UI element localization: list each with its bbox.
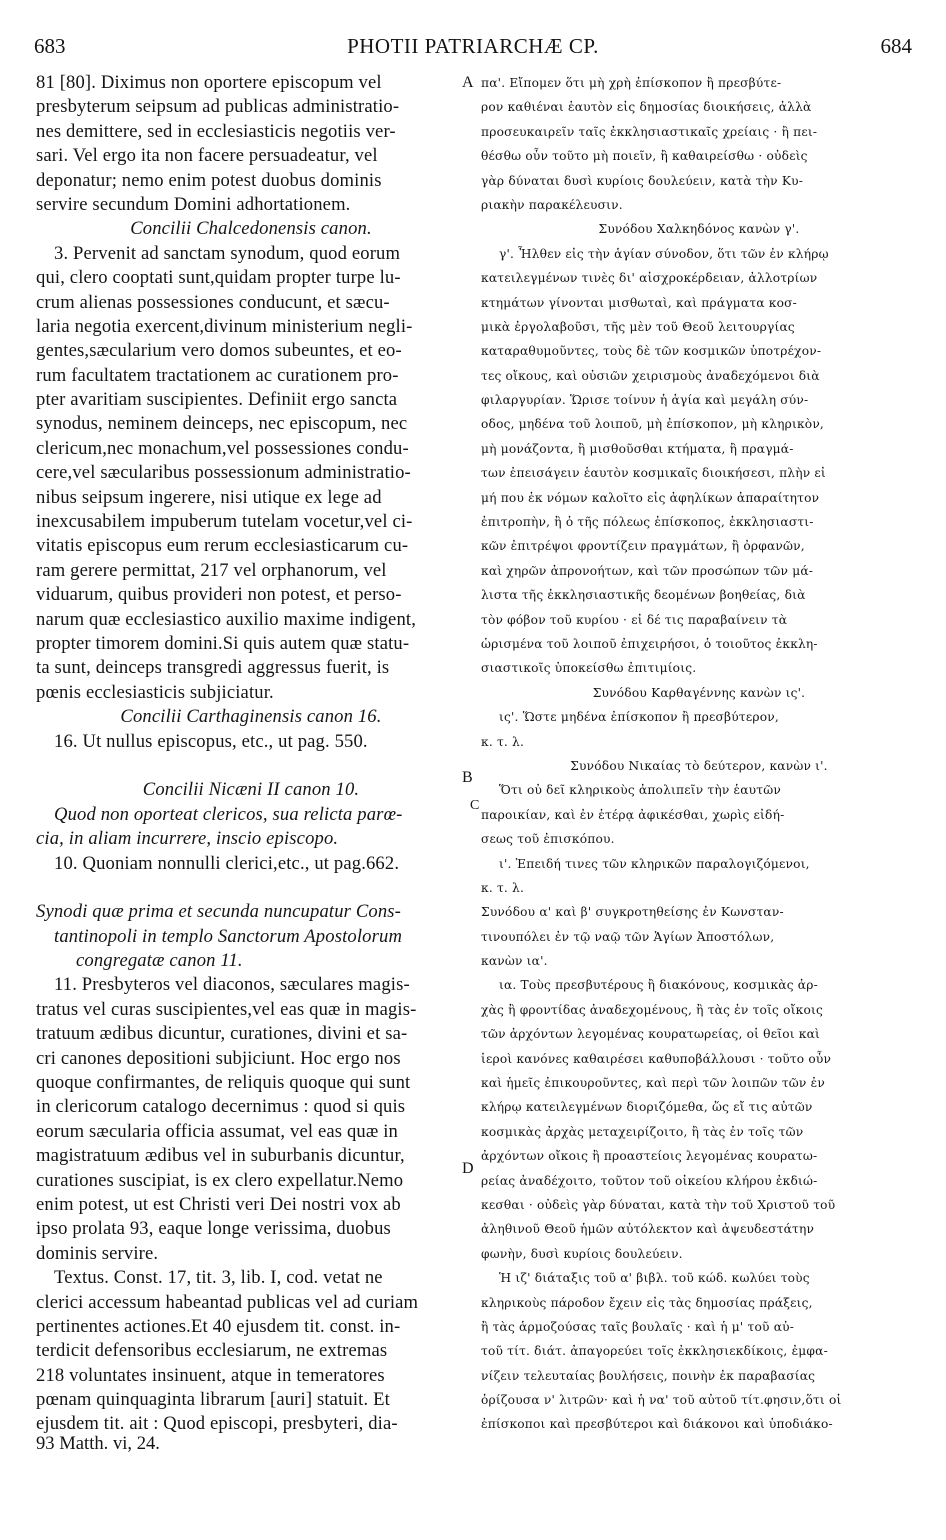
latin-line: Textus. Const. 17, tit. 3, lib. I, cod. vetat ne xyxy=(54,1267,383,1289)
greek-line: τινουπόλει ἐν τῷ ναῷ τῶν Ἁγίων Ἀποστόλων, xyxy=(481,929,775,944)
greek-line: καταραθυμοῦντες, τοὺς δὲ τῶν κοσμικῶν ὑποτρέχον- xyxy=(481,344,822,359)
greek-line: ἀληθινοῦ Θεοῦ ἡμῶν αὐτόλεκτον καὶ ἀψευδεστάτην xyxy=(481,1222,815,1237)
greek-line: οδος, μηδένα τοῦ λοιποῦ, μὴ ἐπίσκοπον, μὴ κληρικὸν, xyxy=(481,417,825,432)
latin-line: ejusdem tit. ait : Quod episcopi, presbyteri, dia- xyxy=(36,1413,398,1435)
latin-line: Concilii Nicæni II canon 10. xyxy=(142,779,360,801)
greek-line: ἐπίσκοποι καὶ πρεσβύτεροι καὶ διάκονοι καὶ ὑποδιάκο- xyxy=(481,1417,833,1432)
latin-line: deponatur; nemo enim potest duobus dominis xyxy=(36,169,382,191)
latin-line: pœnis ecclesiasticis subjiciatur. xyxy=(36,681,274,703)
greek-line: λιστα τῆς ἐκκλησιαστικῆς δεομένων βοηθείας, διὰ xyxy=(481,588,806,603)
latin-line: cia, in aliam incurrere, inscio episcopo. xyxy=(36,828,339,850)
greek-line: ρον καθιέναι ἑαυτὸν εἰς δημοσίας διοικήσεις, ἀλλὰ xyxy=(481,100,812,115)
greek-line: κεσθαι · οὐδεὶς γὰρ δύναται, κατὰ τὴν τοῦ Χριστοῦ τοῦ xyxy=(481,1197,836,1212)
greek-line: ρείας ἀναδέχοιτο, τοῦτον τοῦ οἰκείου κλήρου ἐκδιώ- xyxy=(481,1173,818,1188)
greek-line: καὶ χηρῶν ἀπρονοήτων, καὶ τῶν προσώπων τῶν μά- xyxy=(481,563,814,578)
latin-line: 11. Presbyteros vel diaconos, sæculares magis- xyxy=(54,974,410,996)
greek-line: παροικίαν, καὶ ἐν ἑτέρᾳ ἀφικέσθαι, χωρὶς εἰδή- xyxy=(481,807,785,822)
latin-line: curationes suscipiat, is ex clero expellatur.Nemo xyxy=(36,1169,404,1191)
greek-line: σιαστικοῖς ὑποκείσθω ἐπιτιμίοις. xyxy=(481,661,697,676)
latin-line: nes demittere, sed in ecclesiasticis negotiis ver- xyxy=(36,120,396,142)
greek-line: Συνόδου Καρθαγέννης κανὼν ις'. xyxy=(592,685,806,700)
greek-line: κοσμικὰς ἀρχὰς μεταχειρίζοιτο, ἢ τὰς ἐν τοῖς τῶν xyxy=(481,1124,804,1139)
running-head: PHOTII PATRIARCHÆ CP. xyxy=(347,34,599,58)
latin-line: tratus vel curas suscipientes,vel eas quæ in magis- xyxy=(36,998,417,1020)
latin-line: 218 voluntates insinuent, atque in temeratores xyxy=(36,1364,385,1386)
margin-letter-c: C xyxy=(470,798,480,813)
greek-line: Συνόδου Νικαίας τὸ δεύτερον, κανὼν ι'. xyxy=(570,758,828,773)
greek-line: τοῦ τίτ. διάτ. ἀπαγορεύει τοῖς ἐκκλησιεκδίκοις, ἐμφα- xyxy=(481,1344,828,1359)
latin-line: 16. Ut nullus episcopus, etc., ut pag. 550. xyxy=(54,730,368,752)
greek-line: ι'. Ἐπειδή τινες τῶν κληρικῶν παραλογιζόμενοι, xyxy=(499,856,810,871)
page-number-right: 684 xyxy=(880,34,912,58)
greek-line: νίζειν τελευταίας βουλήσεις, ποινὴν ἐκ παραβασίας xyxy=(481,1368,816,1383)
latin-line xyxy=(36,754,466,778)
latin-line: Quod non oporteat clericos, sua relicta parœ- xyxy=(54,803,403,825)
latin-line: servire secundum Domini adhortationem. xyxy=(36,193,351,215)
greek-line: ἀρχόντων οἴκοις ἢ προαστείοις λεγομένας κουρατω- xyxy=(481,1149,818,1164)
greek-line: ὁρίζουσα ν' λιτρῶν· καὶ ἡ να' τοῦ αὐτοῦ τίτ.φησιν,ὅτι οἱ xyxy=(481,1393,842,1408)
latin-line: crum alienas possessiones conducunt, et sæcu- xyxy=(36,291,390,313)
greek-line: των ἐπεισάγειν ἑαυτὸν κοσμικαῖς διοικήσεσι, πλὴν εἰ xyxy=(481,466,826,481)
latin-line xyxy=(36,876,466,900)
latin-line: in clericorum catalogo decernimus : quod si quis xyxy=(36,1096,406,1118)
latin-line: Concilii Chalcedonensis canon. xyxy=(130,218,372,240)
greek-line: μικὰ ἐργολαβοῦσι, τῆς μὲν τοῦ Θεοῦ λειτουργίας xyxy=(481,319,795,334)
footnote: 93 Matth. vi, 24. xyxy=(36,1433,160,1454)
latin-line: clericum,nec monachum,vel possessiones condu- xyxy=(36,437,409,459)
latin-line: Synodi quæ prima et secunda nuncupatur Cons- xyxy=(36,901,402,923)
latin-line: 81 [80]. Diximus non oportere episcopum vel xyxy=(36,72,382,93)
greek-line: Ἡ ιζ' διάταξις τοῦ α' βιβλ. τοῦ κώδ. κωλύει τοὺς xyxy=(499,1271,810,1286)
margin-letter-d: D xyxy=(462,1160,474,1177)
greek-line: ις'. Ὥστε μηδένα ἐπίσκοπον ἢ πρεσβύτερον, xyxy=(499,710,779,725)
greek-line: τὸν φόβον τοῦ κυρίου · εἰ δέ τις παραβαίνειν τὰ xyxy=(481,612,788,627)
latin-column xyxy=(36,71,466,1437)
latin-line: narum quæ ecclesiastico auxilio maxime indigent, xyxy=(36,608,417,630)
latin-line: clerici accessum habeantad publicas vel ad curiam xyxy=(36,1291,419,1313)
latin-line: pertinentes actiones.Et 40 ejusdem tit. const. in- xyxy=(36,1315,401,1337)
greek-line: κληρικοὺς πάροδον ἔχειν εἰς τὰς δημοσίας πράξεις, xyxy=(481,1295,813,1310)
latin-line: inexcusabilem impuberum tutelam vocetur,vel ci- xyxy=(36,511,413,533)
latin-line: gentes,sæcularium vero domos subeuntes, et eo- xyxy=(36,340,402,362)
greek-line: κανὼν ια'. xyxy=(481,954,548,969)
greek-line: κτημάτων γίνονται μισθωταὶ, καὶ πράγματα κοσ- xyxy=(481,295,797,310)
latin-line: magistratuum ædibus vel in suburbanis dicuntur, xyxy=(36,1145,405,1167)
greek-line: τῶν ἀρχόντων λεγομένας κουρατωρείας, οἱ θεῖοι καὶ xyxy=(481,1027,821,1042)
latin-line: tantinopoli in templo Sanctorum Apostolorum xyxy=(54,925,403,947)
latin-line: ram gerere permittat, 217 vel orphanorum, vel xyxy=(36,559,387,581)
greek-line: Συνόδου α' καὶ β' συγκροτηθείσης ἐν Κωνσταν- xyxy=(481,905,784,920)
margin-letter-a: A xyxy=(462,74,474,91)
greek-line: Συνόδου Χαλκηδόνος κανὼν γ'. xyxy=(598,222,800,237)
latin-line: vitatis episcopus eum rerum ecclesiasticarum cu- xyxy=(36,535,409,557)
greek-line: ια. Τοὺς πρεσβυτέρους ἢ διακόνους, κοσμικὰς ἀρ- xyxy=(499,978,818,993)
latin-line: quoque confirmantes, de reliquis quoque qui sunt xyxy=(36,1072,411,1094)
latin-line: eorum sæcularia officia assumat, vel eas quæ in xyxy=(36,1120,398,1142)
latin-line: presbyterum seipsum ad publicas administratio- xyxy=(36,96,400,118)
greek-line: ὡρισμένα τοῦ λοιποῦ ἐπιχειρήσοι, ὁ τοιοῦτος ἐκκλη- xyxy=(481,636,818,651)
greek-line: τες οἴκους, καὶ οὐσιῶν χειρισμοὺς ἀναδεχόμενοι διὰ xyxy=(481,368,820,383)
latin-line: pter avaritiam suscipientes. Definiit ergo sancta xyxy=(36,389,398,411)
greek-line: μή που ἐκ νόμων καλοῖτο εἰς ἀφηλίκων ἀπαραίτητον xyxy=(481,490,820,505)
greek-line: κ. τ. λ. xyxy=(481,734,525,749)
latin-line: rum facultatem tractationem ac curationem pro- xyxy=(36,364,399,386)
page-number-left: 683 xyxy=(34,34,66,58)
greek-line: πα'. Εἴπομεν ὅτι μὴ χρὴ ἐπίσκοπον ἢ πρεσβύτε- xyxy=(481,76,782,90)
latin-line: nibus seipsum ingerere, nisi utique ex lege ad xyxy=(36,486,382,508)
latin-line: sari. Vel ergo ita non facere persuadeatur, vel xyxy=(36,145,378,167)
greek-line: ριακὴν παρακέλευσιν. xyxy=(481,197,623,212)
latin-line: tratuum ædibus dicuntur, curationes, divini et sa- xyxy=(36,1023,408,1045)
latin-line: cere,vel sæcularibus possessionum administratio- xyxy=(36,462,411,484)
latin-line: congregatæ canon 11. xyxy=(76,950,243,972)
greek-line: γ'. Ἦλθεν εἰς τὴν ἁγίαν σύνοδον, ὅτι τῶν ἐν κλήρῳ xyxy=(499,246,829,261)
greek-line: φωνὴν, δυσὶ κυρίοις δουλεύειν. xyxy=(481,1246,683,1261)
latin-line: qui, clero cooptati sunt,quidam propter turpe lu- xyxy=(36,267,401,289)
greek-line: θέσθω οὖν τοῦτο μὴ ποιεῖν, ἢ καθαιρείσθω · οὐδεὶς xyxy=(481,149,808,164)
greek-line: προσευκαιρεῖν ταῖς ἐκκλησιαστικαῖς χρείαις · ἢ πει- xyxy=(481,124,818,139)
greek-line: μὴ μονάζοντα, ἢ μισθοῦσθαι κτήματα, ἢ πραγμά- xyxy=(481,441,794,456)
greek-line: ἢ τὰς ἁρμοζούσας ταῖς βουλαῖς · καὶ ἡ μ' τοῦ αὐ- xyxy=(481,1319,795,1334)
latin-line: 3. Pervenit ad sanctam synodum, quod eorum xyxy=(54,242,401,264)
greek-line: χὰς ἢ φροντίδας ἀναδεχομένους, ἢ τὰς ἐν τοῖς οἴκοις xyxy=(481,1002,824,1017)
greek-line: Ὅτι οὐ δεῖ κληρικοὺς ἀπολιπεῖν τὴν ἑαυτῶν xyxy=(499,783,781,798)
greek-line: κατειλεγμένων τινὲς δι' αἰσχροκέρδειαν, ἀλλοτρίων xyxy=(481,271,818,286)
greek-line: σεως τοῦ ἐπισκόπου. xyxy=(481,832,615,847)
margin-letter-b: B xyxy=(462,769,473,786)
latin-line: ta sunt, deinceps transgredi aggressus fuerit, is xyxy=(36,657,390,679)
greek-line: κλήρῳ κατειλεγμένων διοριζόμεθα, ὥς εἴ τις αὐτῶν xyxy=(481,1100,813,1115)
latin-line: Concilii Carthaginensis canon 16. xyxy=(120,706,382,728)
latin-line: pœnam quinquaginta librarum [auri] statuit. Et xyxy=(36,1389,390,1411)
latin-line: synodus, neminem deinceps, nec episcopum, nec xyxy=(36,413,408,435)
latin-line: propter timorem domini.Si quis autem quæ statu- xyxy=(36,632,410,654)
greek-line: ἱεροὶ κανόνες καθαιρέσει καθυποβάλλουσι · τοῦτο οὖν xyxy=(481,1051,832,1066)
greek-column xyxy=(481,71,917,1437)
latin-line: viduarum, quibus provideri non potest, et perso- xyxy=(36,584,402,606)
latin-line: dominis servire. xyxy=(36,1242,159,1264)
latin-line: enim potest, ut est Christi veri Dei nostri vox ab xyxy=(36,1193,401,1215)
latin-line: laria negotia exercent,divinum ministerium negli- xyxy=(36,315,413,337)
latin-line: ipso prolata 93, eaque longe verissima, duobus xyxy=(36,1218,391,1240)
latin-line: cri canones depositioni subjiciunt. Hoc ergo nos xyxy=(36,1047,401,1069)
greek-line: φιλαργυρίαν. Ὥρισε τοίνυν ἡ ἁγία καὶ μεγάλη σύν- xyxy=(481,393,809,408)
greek-line: ἐπιτροπὴν, ἢ ὁ τῆς πόλεως ἐπίσκοπος, ἐκκλησιαστι- xyxy=(481,515,814,530)
latin-line: 10. Quoniam nonnulli clerici,etc., ut pag.662. xyxy=(54,852,400,874)
greek-line: καὶ ἡμεῖς ἐπικουροῦντες, καὶ περὶ τῶν λοιπῶν τῶν ἐν xyxy=(481,1076,825,1091)
latin-line: terdicit defensoribus ecclesiarum, ne extremas xyxy=(36,1340,388,1362)
greek-line: γὰρ δύναται δυσὶ κυρίοις δουλεύειν, κατὰ τὴν Κυ- xyxy=(481,173,804,188)
greek-line: κ. τ. λ. xyxy=(481,880,525,895)
greek-line: κῶν ἐπιτρέψοι φροντίζειν πραγμάτων, ἢ ὀρφανῶν, xyxy=(481,539,805,554)
